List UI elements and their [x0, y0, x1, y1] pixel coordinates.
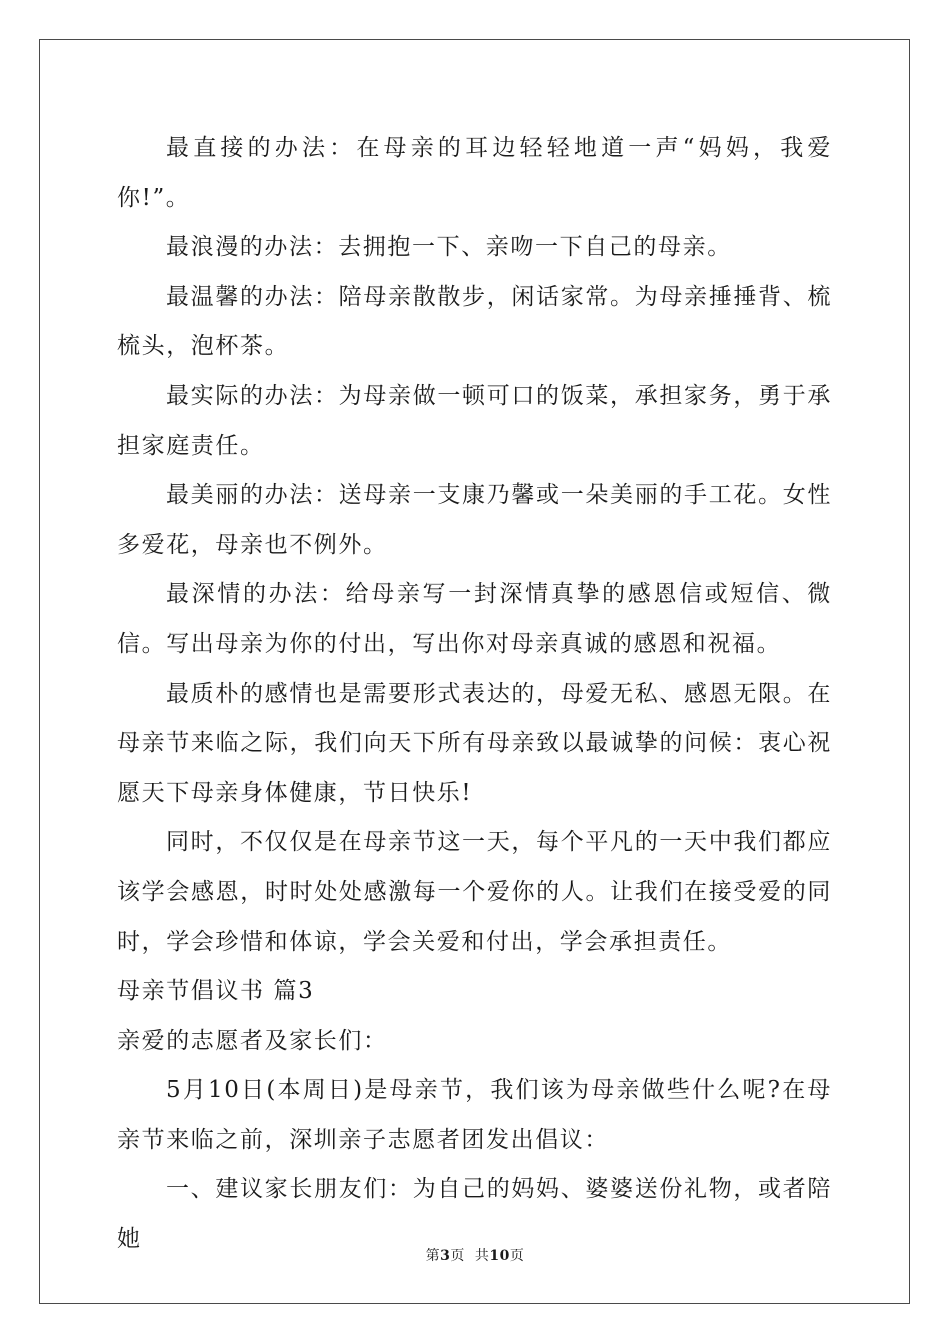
- page-footer: [0, 1245, 950, 1265]
- paragraph: 最深情的办法：给母亲写一封深情真挚的感恩信或短信、微信。写出母亲为你的付出，写出你对母亲真诚的感恩和祝福。: [117, 581, 832, 657]
- footer-middle: 页 共: [450, 1248, 490, 1264]
- total-pages: 10: [489, 1248, 510, 1264]
- footer-suffix: 页: [509, 1248, 525, 1264]
- salutation: 亲爱的志愿者及家长们：: [117, 1027, 388, 1054]
- paragraph: 最实际的办法：为母亲做一顿可口的饭菜，承担家务，勇于承担家庭责任。: [117, 382, 832, 459]
- document-body: [117, 124, 832, 1265]
- footer-prefix: 第: [425, 1248, 441, 1264]
- paragraph: 最美丽的办法：送母亲一支康乃馨或一朵美丽的手工花。女性多爱花，母亲也不例外。: [117, 482, 832, 558]
- paragraph: 最温馨的办法：陪母亲散散步，闲话家常。为母亲捶捶背、梳梳头，泡杯茶。: [117, 283, 832, 360]
- page-number: 3: [440, 1248, 451, 1264]
- paragraph: 最浪漫的办法：去拥抱一下、亲吻一下自己的母亲。: [166, 234, 732, 261]
- paragraph: 最质朴的感情也是需要形式表达的，母爱无私、感恩无限。在母亲节来临之际，我们向天下所有母亲致以最诚挚的问候：衷心祝愿天下母亲身体健康，节日快乐!: [117, 680, 832, 806]
- paragraph: 同时，不仅仅是在母亲节这一天，每个平凡的一天中我们都应该学会感恩，时时处处感激每一个爱你的人。让我们在接受爱的同时，学会珍惜和体谅，学会关爱和付出，学会承担责任。: [117, 829, 832, 955]
- section-heading: 母亲节倡议书 篇3: [117, 978, 315, 1005]
- paragraph: 最直接的办法：在母亲的耳边轻轻地道一声“妈妈，我爱你!”。: [117, 135, 832, 211]
- paragraph: 5月10日(本周日)是母亲节，我们该为母亲做些什么呢?在母亲节来临之前，深圳亲子志愿者团发出倡议：: [117, 1077, 832, 1153]
- paragraph: 一、建议家长朋友们：为自己的妈妈、婆婆送份礼物，或者陪她: [117, 1176, 832, 1253]
